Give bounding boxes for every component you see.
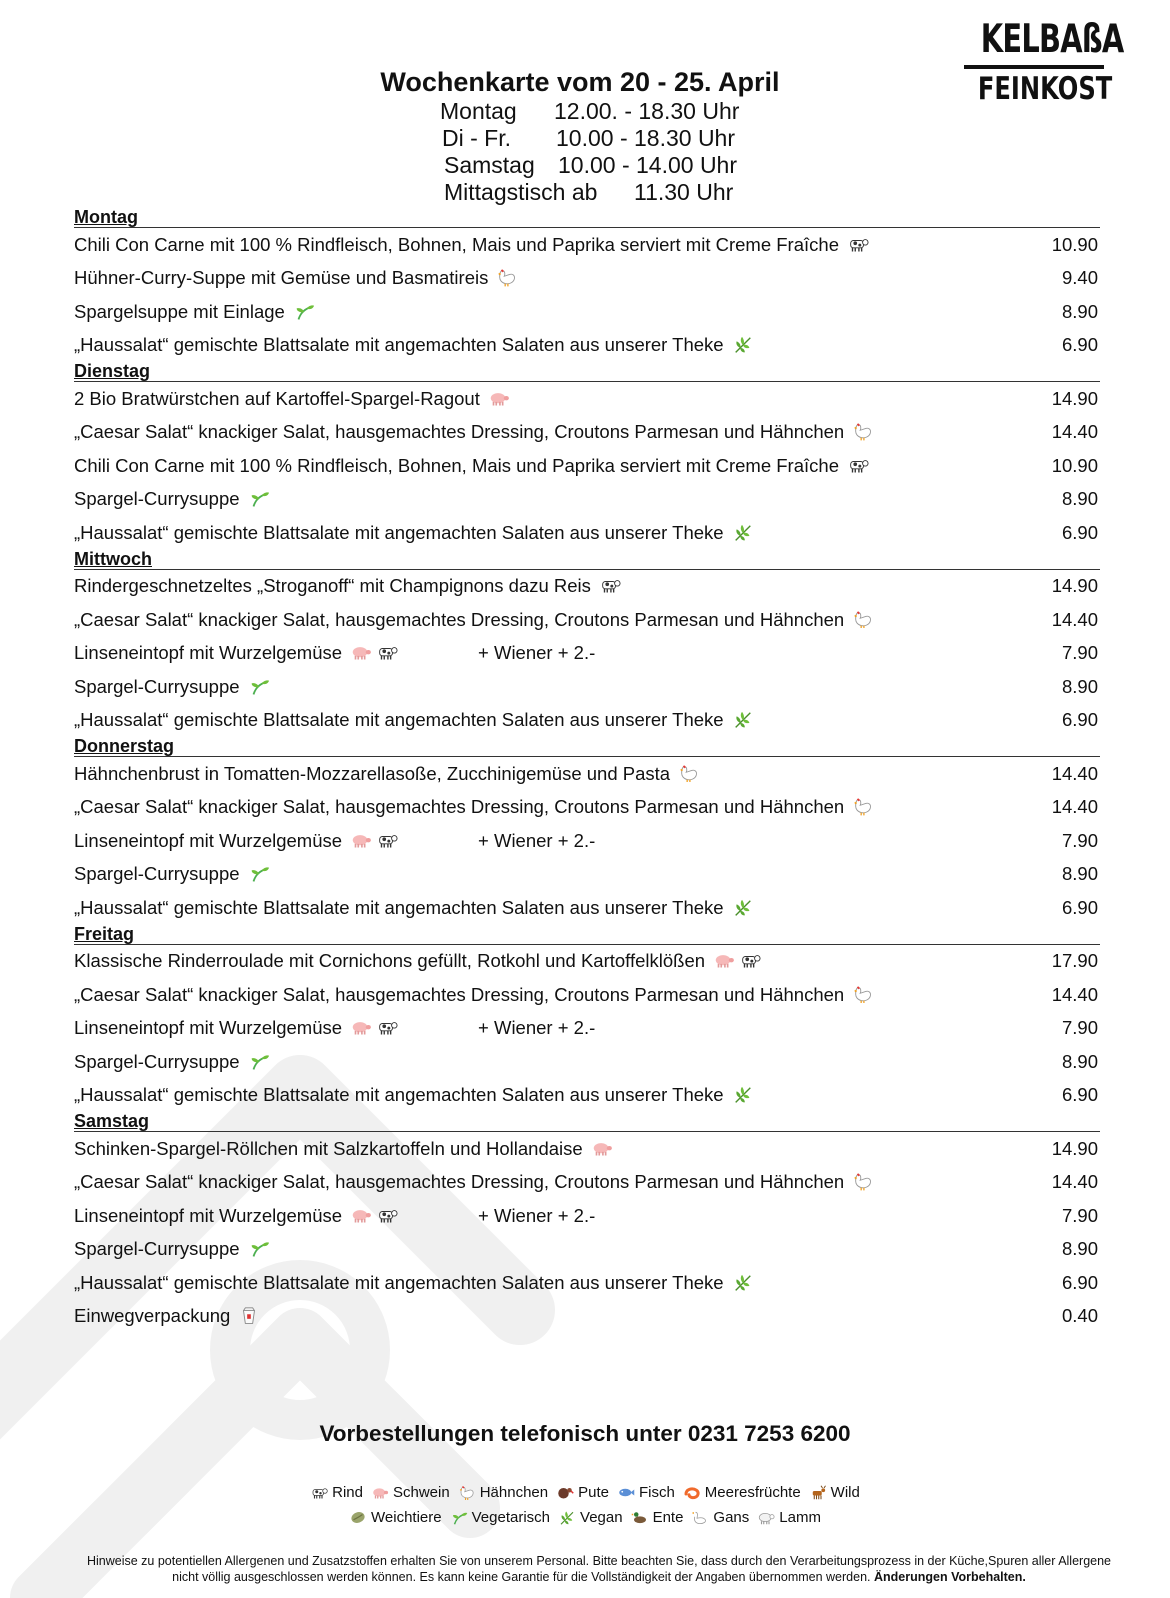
menu-item-name: Spargel-Currysuppe [74, 1050, 240, 1072]
menu-item-name: Rindergeschnetzeltes „Stroganoff“ mit Champignons dazu Reis [74, 575, 591, 597]
vegetarisch-icon [293, 302, 315, 322]
menu-item-name-wrap [74, 267, 1018, 289]
menu-item-price: 7.90 [1061, 829, 1098, 851]
menu-item-name-wrap [74, 1238, 1018, 1260]
day-heading: Samstag [74, 1112, 1100, 1132]
rind-icon [739, 951, 761, 971]
menu-item-name: „Caesar Salat“ knackiger Salat, hausgemachtes Dressing, Croutons Parmesan und Hähnchen [74, 608, 845, 630]
menu-item-name-wrap [74, 1305, 1018, 1327]
legend-label: Schwein [393, 1484, 450, 1501]
opening-hours [340, 98, 860, 206]
legend-item [631, 1509, 684, 1526]
menu-item-name-wrap [74, 1272, 1018, 1294]
legend-label: Ente [652, 1509, 684, 1526]
menu-item-price: 7.90 [1061, 642, 1098, 664]
pute-icon [556, 1485, 574, 1501]
menu-item-name-wrap [74, 1084, 1018, 1106]
menu-item-name: „Caesar Salat“ knackiger Salat, hausgemachtes Dressing, Croutons Parmesan und Hähnchen [74, 796, 845, 818]
legend-item [310, 1484, 363, 1501]
menu-item [74, 228, 1100, 262]
logo-divider [964, 65, 1104, 69]
schwein-icon [713, 951, 735, 971]
legend-label: Lamm [779, 1509, 821, 1526]
allergen-notice [84, 1553, 1114, 1585]
menu-item-price: 0.40 [1061, 1305, 1098, 1327]
legend-label: Fisch [638, 1484, 675, 1501]
hours-time: 10.00 - 14.00 Uhr [558, 152, 738, 178]
menu-item-price: 6.90 [1061, 1084, 1098, 1106]
menu-item [74, 1300, 1100, 1334]
legend-label: Rind [332, 1484, 363, 1501]
hours-row [444, 152, 860, 179]
menu-item-price: 14.40 [1051, 608, 1098, 630]
menu-item-name-wrap [74, 609, 1018, 631]
vegetarisch-icon [450, 1510, 468, 1526]
ente-icon [631, 1510, 649, 1526]
menu-item-name-wrap [74, 950, 1018, 972]
rind-icon [376, 1018, 398, 1038]
legend-label: Weichtiere [371, 1509, 442, 1526]
menu-item-price: 8.90 [1061, 675, 1098, 697]
legend-label: Meeresfrüchte [704, 1484, 801, 1501]
legend-item [558, 1509, 623, 1526]
meeresfruechte-icon [683, 1485, 701, 1501]
menu-item-name: „Haussalat“ gemischte Blattsalate mit angemachten Salaten aus unserer Theke [74, 709, 724, 731]
hours-row [442, 125, 860, 152]
legend-item [349, 1509, 442, 1526]
menu-item-name-wrap [74, 421, 1018, 443]
menu-item-name: „Haussalat“ gemischte Blattsalate mit angemachten Salaten aus unserer Theke [74, 334, 724, 356]
legend-label: Wild [830, 1484, 860, 1501]
menu-item [74, 670, 1100, 704]
menu-item-name: „Haussalat“ gemischte Blattsalate mit angemachten Salaten aus unserer Theke [74, 521, 724, 543]
schwein-icon [591, 1139, 613, 1159]
day-section-donnerstag [74, 737, 1100, 925]
rind-icon [376, 643, 398, 663]
menu-item-name-wrap [74, 1017, 1018, 1039]
hours-time: 12.00. - 18.30 Uhr [554, 98, 740, 124]
logo-line-2: FEINKOST [977, 71, 1113, 107]
menu-item-name: Spargel-Currysuppe [74, 488, 240, 510]
menu-item [74, 1132, 1100, 1166]
menu-item-price: 8.90 [1061, 488, 1098, 510]
menu-item-name: Hühner-Curry-Suppe mit Gemüse und Basmatireis [74, 267, 489, 289]
haehnchen-icon [678, 764, 700, 784]
menu-item-price: 6.90 [1061, 521, 1098, 543]
menu-item-name: Einwegverpackung [74, 1305, 231, 1327]
menu-item [74, 891, 1100, 925]
vegan-icon [558, 1510, 576, 1526]
page-title: Wochenkarte vom 20 - 25. April [380, 67, 780, 97]
hours-day: Di - Fr. [442, 125, 511, 151]
menu-item [74, 978, 1100, 1012]
menu-item-name: Spargel-Currysuppe [74, 863, 240, 885]
day-section-freitag [74, 925, 1100, 1113]
menu-item-price: 14.90 [1051, 575, 1098, 597]
vegetarisch-icon [248, 677, 270, 697]
menu-item-extra: + Wiener + 2.- [478, 1204, 596, 1226]
menu-item-name-wrap [74, 763, 1018, 785]
menu-item-name-wrap [74, 897, 1018, 919]
day-section-samstag [74, 1112, 1100, 1333]
weekly-menu [74, 208, 1100, 1333]
vegan-icon [732, 335, 754, 355]
menu-item [74, 449, 1100, 483]
menu-item [74, 483, 1100, 517]
menu-item-name-wrap [74, 676, 1018, 698]
menu-item-price: 14.40 [1051, 983, 1098, 1005]
legend-item [617, 1484, 675, 1501]
day-heading: Montag [74, 208, 1100, 228]
rind-icon [847, 235, 869, 255]
menu-item [74, 824, 1100, 858]
menu-item-name: Chili Con Carne mit 100 % Rindfleisch, Bohnen, Mais und Paprika serviert mit Creme Fraîche [74, 233, 839, 255]
menu-item-price: 10.90 [1051, 233, 1098, 255]
menu-item-extra: + Wiener + 2.- [478, 642, 596, 664]
menu-item-name: „Caesar Salat“ knackiger Salat, hausgemachtes Dressing, Croutons Parmesan und Hähnchen [74, 421, 845, 443]
menu-item-name: Linseneintopf mit Wurzelgemüse [74, 642, 343, 664]
menu-item [74, 945, 1100, 979]
schwein-icon [350, 1018, 372, 1038]
haehnchen-icon [496, 268, 518, 288]
haehnchen-icon [852, 985, 874, 1005]
haehnchen-icon [458, 1485, 476, 1501]
menu-item-name: Schinken-Spargel-Röllchen mit Salzkartoffeln und Hollandaise [74, 1137, 583, 1159]
menu-item [74, 262, 1100, 296]
menu-item-name-wrap [74, 301, 1018, 323]
menu-item [74, 603, 1100, 637]
fisch-icon [617, 1485, 635, 1501]
menu-item-name: „Haussalat“ gemischte Blattsalate mit angemachten Salaten aus unserer Theke [74, 896, 724, 918]
menu-item [74, 704, 1100, 738]
menu-item-name: Spargel-Currysuppe [74, 1238, 240, 1260]
menu-item-price: 14.40 [1051, 762, 1098, 784]
menu-item-name: 2 Bio Bratwürstchen auf Kartoffel-Spargel-Ragout [74, 387, 480, 409]
haehnchen-icon [852, 797, 874, 817]
menu-item-extra: + Wiener + 2.- [478, 829, 596, 851]
day-heading: Dienstag [74, 362, 1100, 382]
rind-icon [599, 576, 621, 596]
menu-item [74, 329, 1100, 363]
menu-item [74, 1266, 1100, 1300]
menu-item [74, 1079, 1100, 1113]
hours-day: Montag [440, 98, 517, 124]
allergen-notice-bold: Änderungen Vorbehalten. [873, 1570, 1026, 1584]
vegetarisch-icon [248, 864, 270, 884]
menu-item-price: 8.90 [1061, 1050, 1098, 1072]
rind-icon [376, 1206, 398, 1226]
menu-item-name-wrap [74, 455, 1018, 477]
hours-time: 11.30 Uhr [634, 179, 734, 205]
day-section-montag [74, 208, 1100, 362]
vegan-icon [732, 898, 754, 918]
menu-item-price: 17.90 [1051, 950, 1098, 972]
vegetarisch-icon [248, 489, 270, 509]
legend-item [371, 1484, 450, 1501]
legend-item [757, 1509, 821, 1526]
menu-item [74, 295, 1100, 329]
haehnchen-icon [852, 610, 874, 630]
hours-row [444, 179, 860, 206]
legend-label: Pute [578, 1484, 609, 1501]
menu-item-price: 8.90 [1061, 300, 1098, 322]
menu-item-price: 7.90 [1061, 1017, 1098, 1039]
menu-item-price: 6.90 [1061, 334, 1098, 356]
menu-item-name: „Caesar Salat“ knackiger Salat, hausgemachtes Dressing, Croutons Parmesan und Hähnchen [74, 1171, 845, 1193]
rind-icon [376, 831, 398, 851]
menu-item [74, 637, 1100, 671]
menu-item-name-wrap [74, 984, 1018, 1006]
menu-item-price: 6.90 [1061, 896, 1098, 918]
day-section-mittwoch [74, 550, 1100, 738]
menu-item-name: Hähnchenbrust in Tomatten-Mozzarellasoße, Zucchinigemüse und Pasta [74, 762, 671, 784]
gans-icon [691, 1510, 709, 1526]
vegan-icon [732, 710, 754, 730]
menu-item [74, 1233, 1100, 1267]
lamm-icon [757, 1510, 775, 1526]
menu-item-name-wrap [74, 522, 1018, 544]
menu-item-name: Linseneintopf mit Wurzelgemüse [74, 829, 343, 851]
menu-item [74, 1199, 1100, 1233]
legend-label: Vegetarisch [471, 1509, 551, 1526]
haehnchen-icon [852, 422, 874, 442]
day-section-dienstag [74, 362, 1100, 550]
menu-item-name: Chili Con Carne mit 100 % Rindfleisch, Bohnen, Mais und Paprika serviert mit Creme Fraîche [74, 454, 839, 476]
menu-item-name-wrap [74, 1051, 1018, 1073]
legend-item [458, 1484, 548, 1501]
preorder-phone: Vorbestellungen telefonisch unter 0231 7253 6200 [319, 1421, 851, 1446]
legend-row-2 [0, 1509, 1170, 1529]
menu-item-name-wrap [74, 575, 1018, 597]
menu-item-name-wrap [74, 863, 1018, 885]
legend-label: Vegan [580, 1509, 623, 1526]
menu-item [74, 1012, 1100, 1046]
menu-item-extra: + Wiener + 2.- [478, 1017, 596, 1039]
menu-item-name: Spargelsuppe mit Einlage [74, 300, 285, 322]
menu-item-name: Linseneintopf mit Wurzelgemüse [74, 1204, 343, 1226]
menu-item-name-wrap [74, 709, 1018, 731]
menu-item-price: 14.40 [1051, 1171, 1098, 1193]
legend-item [450, 1509, 550, 1526]
menu-item-price: 14.90 [1051, 1137, 1098, 1159]
menu-item-price: 14.90 [1051, 387, 1098, 409]
box-icon [238, 1306, 260, 1326]
schwein-icon [371, 1485, 389, 1501]
menu-item-price: 14.40 [1051, 421, 1098, 443]
menu-item [74, 1045, 1100, 1079]
menu-item [74, 570, 1100, 604]
hours-day: Mittagstisch ab [444, 179, 598, 205]
menu-item-price: 8.90 [1061, 1238, 1098, 1260]
vegetarisch-icon [248, 1239, 270, 1259]
legend-item [691, 1509, 749, 1526]
legend-item [556, 1484, 609, 1501]
menu-item-price: 6.90 [1061, 1271, 1098, 1293]
menu-item [74, 416, 1100, 450]
menu-item-price: 14.40 [1051, 796, 1098, 818]
menu-item [74, 791, 1100, 825]
menu-item-price: 9.40 [1061, 267, 1098, 289]
schwein-icon [350, 1206, 372, 1226]
menu-item-name-wrap [74, 234, 1018, 256]
menu-item-name-wrap [74, 642, 1018, 664]
rind-icon [847, 456, 869, 476]
menu-item-name-wrap [74, 388, 1018, 410]
legend-label: Gans [713, 1509, 750, 1526]
menu-item-price: 7.90 [1061, 1204, 1098, 1226]
legend-row-1 [0, 1484, 1170, 1504]
day-heading: Donnerstag [74, 737, 1100, 757]
legend-label: Hähnchen [479, 1484, 549, 1501]
day-heading: Freitag [74, 925, 1100, 945]
vegan-icon [732, 1085, 754, 1105]
menu-item-name-wrap [74, 796, 1018, 818]
menu-item-name-wrap [74, 830, 1018, 852]
menu-item [74, 516, 1100, 550]
schwein-icon [350, 643, 372, 663]
hours-day: Samstag [444, 152, 535, 178]
vegan-icon [732, 523, 754, 543]
menu-item-name-wrap [74, 1205, 1018, 1227]
weichtiere-icon [349, 1510, 367, 1526]
menu-item-price: 6.90 [1061, 709, 1098, 731]
logo-line-1: KELBAßA [980, 17, 1124, 62]
menu-item [74, 382, 1100, 416]
menu-item-name: Klassische Rinderroulade mit Cornichons gefüllt, Rotkohl und Kartoffelklößen [74, 950, 706, 972]
menu-item-name: Spargel-Currysuppe [74, 675, 240, 697]
day-heading: Mittwoch [74, 550, 1100, 570]
wild-icon [809, 1485, 827, 1501]
hours-time: 10.00 - 18.30 Uhr [556, 125, 736, 151]
menu-header [340, 66, 860, 206]
menu-item-price: 8.90 [1061, 863, 1098, 885]
brand-logo [962, 17, 1124, 107]
menu-item-name: „Haussalat“ gemischte Blattsalate mit angemachten Salaten aus unserer Theke [74, 1084, 724, 1106]
menu-item-name-wrap [74, 1138, 1018, 1160]
schwein-icon [350, 831, 372, 851]
allergen-notice-text: Hinweise zu potentiellen Allergenen und Zusatzstoffen erhalten Sie von unserem Personal. Bitte beachten Sie, dass durch den Verarbeitungsprozess in der Küche,Spuren aller Allergene nicht völlig ausgeschlossen werden können. Es kann keine Garantie für die Vollständigkeit der Angaben übernommen werden. [86, 1554, 1112, 1584]
legend-item [683, 1484, 801, 1501]
vegan-icon [732, 1273, 754, 1293]
menu-item [74, 1166, 1100, 1200]
menu-item-name-wrap [74, 334, 1018, 356]
menu-item [74, 858, 1100, 892]
menu-item-price: 10.90 [1051, 454, 1098, 476]
menu-item [74, 757, 1100, 791]
hours-row [440, 98, 860, 125]
schwein-icon [488, 389, 510, 409]
rind-icon [310, 1485, 328, 1501]
legend-item [809, 1484, 860, 1501]
menu-item-name: „Haussalat“ gemischte Blattsalate mit angemachten Salaten aus unserer Theke [74, 1271, 724, 1293]
menu-item-name-wrap [74, 488, 1018, 510]
menu-item-name-wrap [74, 1171, 1018, 1193]
menu-item-name: „Caesar Salat“ knackiger Salat, hausgemachtes Dressing, Croutons Parmesan und Hähnchen [74, 983, 845, 1005]
haehnchen-icon [852, 1172, 874, 1192]
vegetarisch-icon [248, 1052, 270, 1072]
menu-item-name: Linseneintopf mit Wurzelgemüse [74, 1017, 343, 1039]
